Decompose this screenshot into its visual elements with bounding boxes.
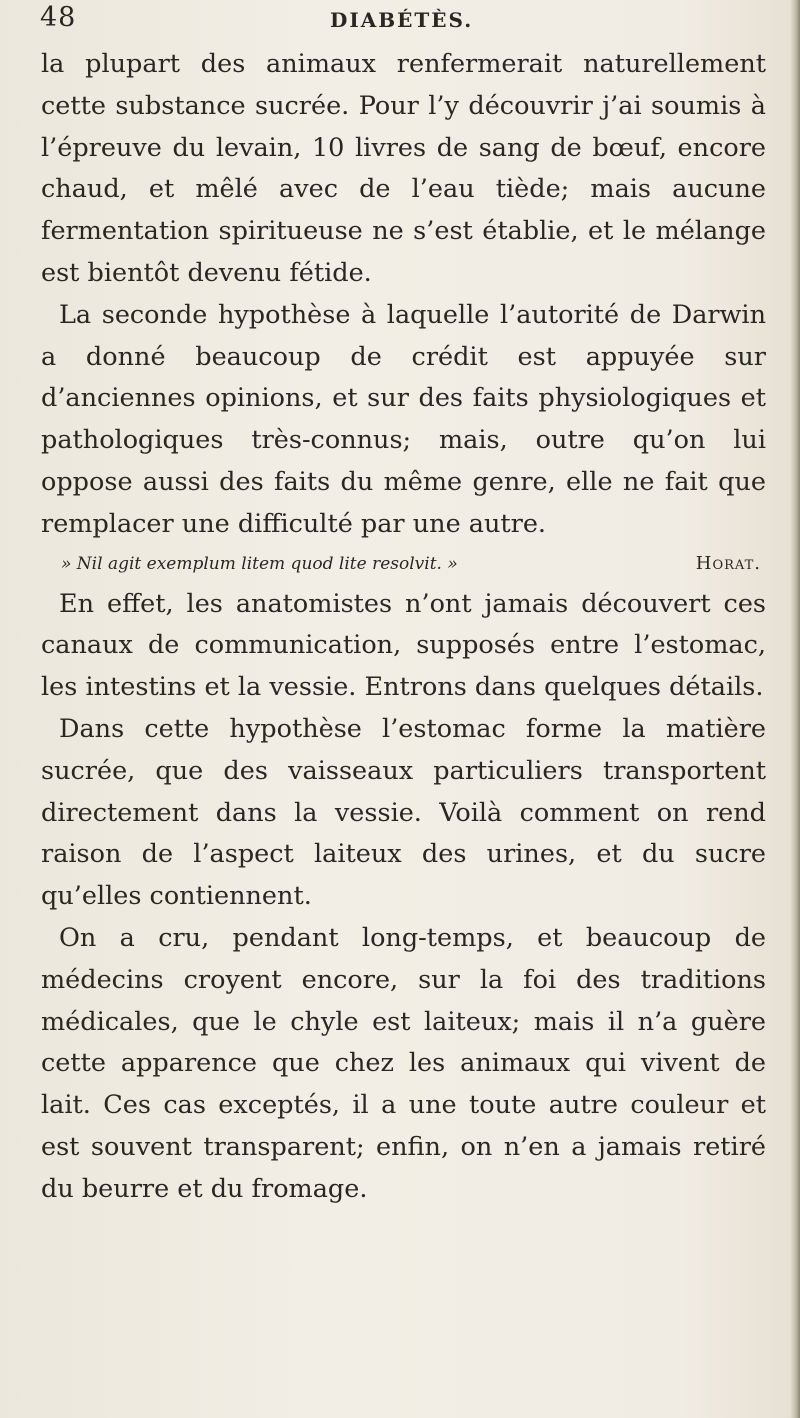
page-edge-shadow xyxy=(790,0,800,1418)
paragraph-stomach-hypothesis: Dans cette hypothèse l’estomac forme la matière sucrée, que des vaisseaux particuliers transportent directement dans la vessie. Voilà comment on rend raison de l’aspect laiteux des urines, et du sucre qu’elles contiennent. xyxy=(41,713,766,912)
quotation-text: » Nil agit exemplum litem quod lite resolvit. » xyxy=(61,553,458,574)
body-text xyxy=(41,44,766,1211)
running-title: DIABÉTÈS. xyxy=(330,8,474,32)
quotation-author: Horat. xyxy=(695,552,761,574)
paragraph-continuation: la plupart des animaux renfermerait naturellement cette substance sucrée. Pour l’y découvrir j’ai soumis à l’épreuve du levain, 10 livres de sang de bœuf, encore chaud, et mêlé avec de l’eau tiède; mais aucune fermentation spiritueuse ne s’est établie, et le mélange est bientôt devenu fétide. xyxy=(41,49,766,288)
page-header xyxy=(40,2,740,42)
paragraph-anatomists: En effet, les anatomistes n’ont jamais découvert ces canaux de communication, supposés entre l’estomac, les intestins et la vessie. Entrons dans quelques détails. xyxy=(41,588,766,703)
paragraph-darwin-hypothesis: La seconde hypothèse à laquelle l’autorité de Darwin a donné beaucoup de crédit est appuyée sur d’anciennes opinions, et sur des faits physiologiques et pathologiques très-connus; mais, outre qu’on lui oppose aussi des faits du même genre, elle ne fait que remplacer une difficulté par une autre. xyxy=(41,299,766,539)
page-number: 48 xyxy=(40,2,77,33)
latin-quotation xyxy=(41,548,761,580)
paragraph-chyle: On a cru, pendant long-temps, et beaucoup de médecins croyent encore, sur la foi des traditions médicales, que le chyle est laiteux; mais il n’a guère cette apparence que chez les animaux qui vivent de lait. Ces cas exceptés, il a une toute autre couleur et est souvent transparent; enfin, on n’en a jamais retiré du beurre et du fromage. xyxy=(41,922,766,1204)
